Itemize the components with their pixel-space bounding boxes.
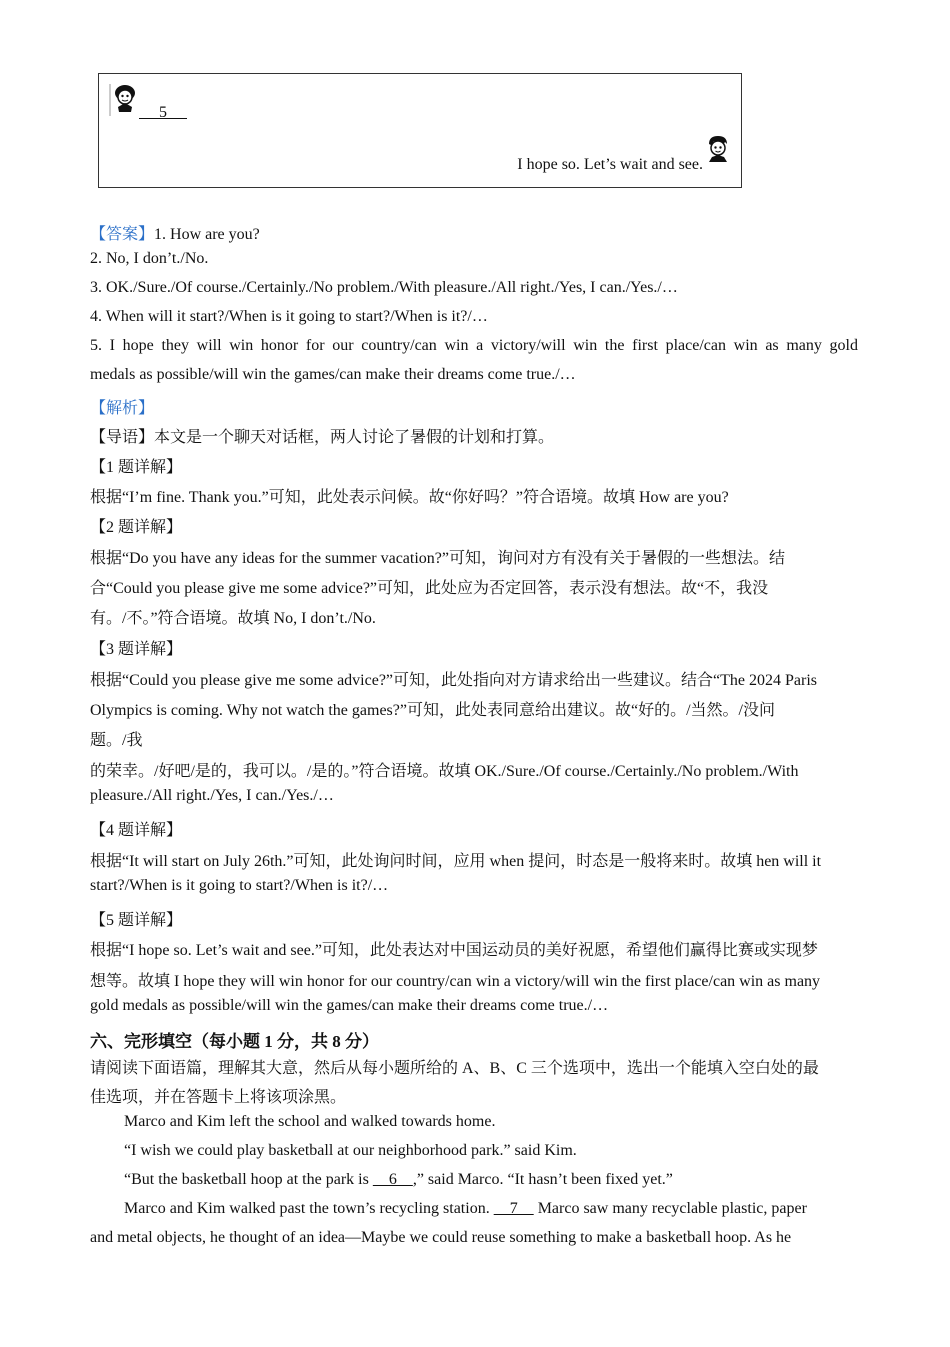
- q1-heading: 【1 题详解】: [90, 459, 183, 476]
- q1-text: 根据“I’m fine. Thank you.”可知，此处表示问候。故“你好吗？”符合语境。故填 How are you?: [90, 489, 729, 506]
- cloze-para-1: Marco and Kim left the school and walked towards home.: [124, 1113, 496, 1130]
- girl-avatar-icon: [109, 82, 139, 116]
- analysis-tag: 【解析】: [90, 400, 155, 417]
- q5-text-a: 根据“I hope so. Let’s wait and see.”可知，此处表达对中国运动员的美好祝愿，希望他们赢得比赛或实现梦: [90, 942, 818, 959]
- cloze-para-4: Marco and Kim walked past the town’s recycling station. 7 Marco saw many recyclable plastic, paper: [124, 1200, 807, 1217]
- q3-text-a: 根据“Could you please give me some advice?”可知，此处指向对方请求给出一些建议。结合“The 2024 Paris: [90, 672, 817, 689]
- q2-heading: 【2 题详解】: [90, 519, 183, 536]
- q3-heading: 【3 题详解】: [90, 641, 183, 658]
- answer-line-5b: medals as possible/will win the games/can make their dreams come true./…: [90, 366, 576, 383]
- cloze-instruction-a: 请阅读下面语篇，理解其大意，然后从每小题所给的 A、B、C 三个选项中，选出一个能填入空白处的最: [90, 1060, 819, 1077]
- answer-tag: 【答案】: [90, 226, 155, 243]
- q5-text-c: gold medals as possible/will win the games/can make their dreams come true./…: [90, 997, 609, 1014]
- dialog-box: [98, 73, 742, 188]
- answer-line-5a: 5. I hope they will win honor for our country/can win a victory/will win the first place/can win as many gold: [90, 337, 858, 354]
- q4-heading: 【4 题详解】: [90, 822, 183, 839]
- cloze-para-2: “I wish we could play basketball at our neighborhood park.” said Kim.: [124, 1142, 577, 1159]
- cloze-para-3: “But the basketball hoop at the park is 6 ,” said Marco. “It hasn’t been fixed yet.”: [124, 1171, 673, 1188]
- q4-text-a: 根据“It will start on July 26th.”可知，此处询问时间，应用 when 提问，时态是一般将来时。故填 hen will it: [90, 853, 822, 870]
- q4-text-b: start?/When is it going to start?/When is it?/…: [90, 877, 389, 894]
- cloze-para-5: and metal objects, he thought of an idea—Maybe we could reuse something to make a basketball hoop. As he: [90, 1229, 792, 1246]
- cloze-blank-7: 7: [493, 1200, 534, 1217]
- q2-text-b: 合“Could you please give me some advice?”可知，此处应为否定回答，表示没有想法。故“不，我没: [90, 580, 769, 597]
- q5-text-b: 想等。故填 I hope they will win honor for our country/can win a victory/will win the first place/can win as many: [90, 973, 821, 990]
- dialog-reply-text: I hope so. Let’s wait and see.: [517, 156, 703, 173]
- section-six-heading: 六、完形填空（每小题 1 分，共 8 分）: [90, 1032, 379, 1051]
- boy-avatar-icon: [703, 134, 733, 168]
- dialog-blank-5: 5: [139, 104, 187, 121]
- q3-text-d: 的荣幸。/好吧/是的，我可以。/是的。”符合语境。故填 OK./Sure./Of course./Certainly./No problem./With: [90, 763, 799, 780]
- answer-line-2: 2. No, I don’t./No.: [90, 250, 209, 267]
- q3-text-e: pleasure./All right./Yes, I can./Yes./…: [90, 787, 334, 804]
- q3-text-c: 题。/我: [90, 732, 143, 749]
- q5-heading: 【5 题详解】: [90, 912, 183, 929]
- answer-line-1: 【答案】1. How are you?: [90, 226, 260, 243]
- cloze-instruction-b: 佳选项，并在答题卡上将该项涂黑。: [90, 1089, 347, 1106]
- answer-line-4: 4. When will it start?/When is it going to start?/When is it?/…: [90, 308, 488, 325]
- answer-line-3: 3. OK./Sure./Of course./Certainly./No problem./With pleasure./All right./Yes, I can./Yes./…: [90, 279, 678, 296]
- q3-text-b: Olympics is coming. Why not watch the games?”可知，此处表同意给出建议。故“好的。/当然。/没问: [90, 702, 775, 719]
- q2-text-a: 根据“Do you have any ideas for the summer vacation?”可知，询问对方有没有关于暑假的一些想法。结: [90, 550, 785, 567]
- q2-text-c: 有。/不。”符合语境。故填 No, I don’t./No.: [90, 610, 376, 627]
- cloze-blank-6: 6: [372, 1171, 413, 1188]
- guide-text: 【导语】本文是一个聊天对话框，两人讨论了暑假的计划和打算。: [90, 429, 555, 446]
